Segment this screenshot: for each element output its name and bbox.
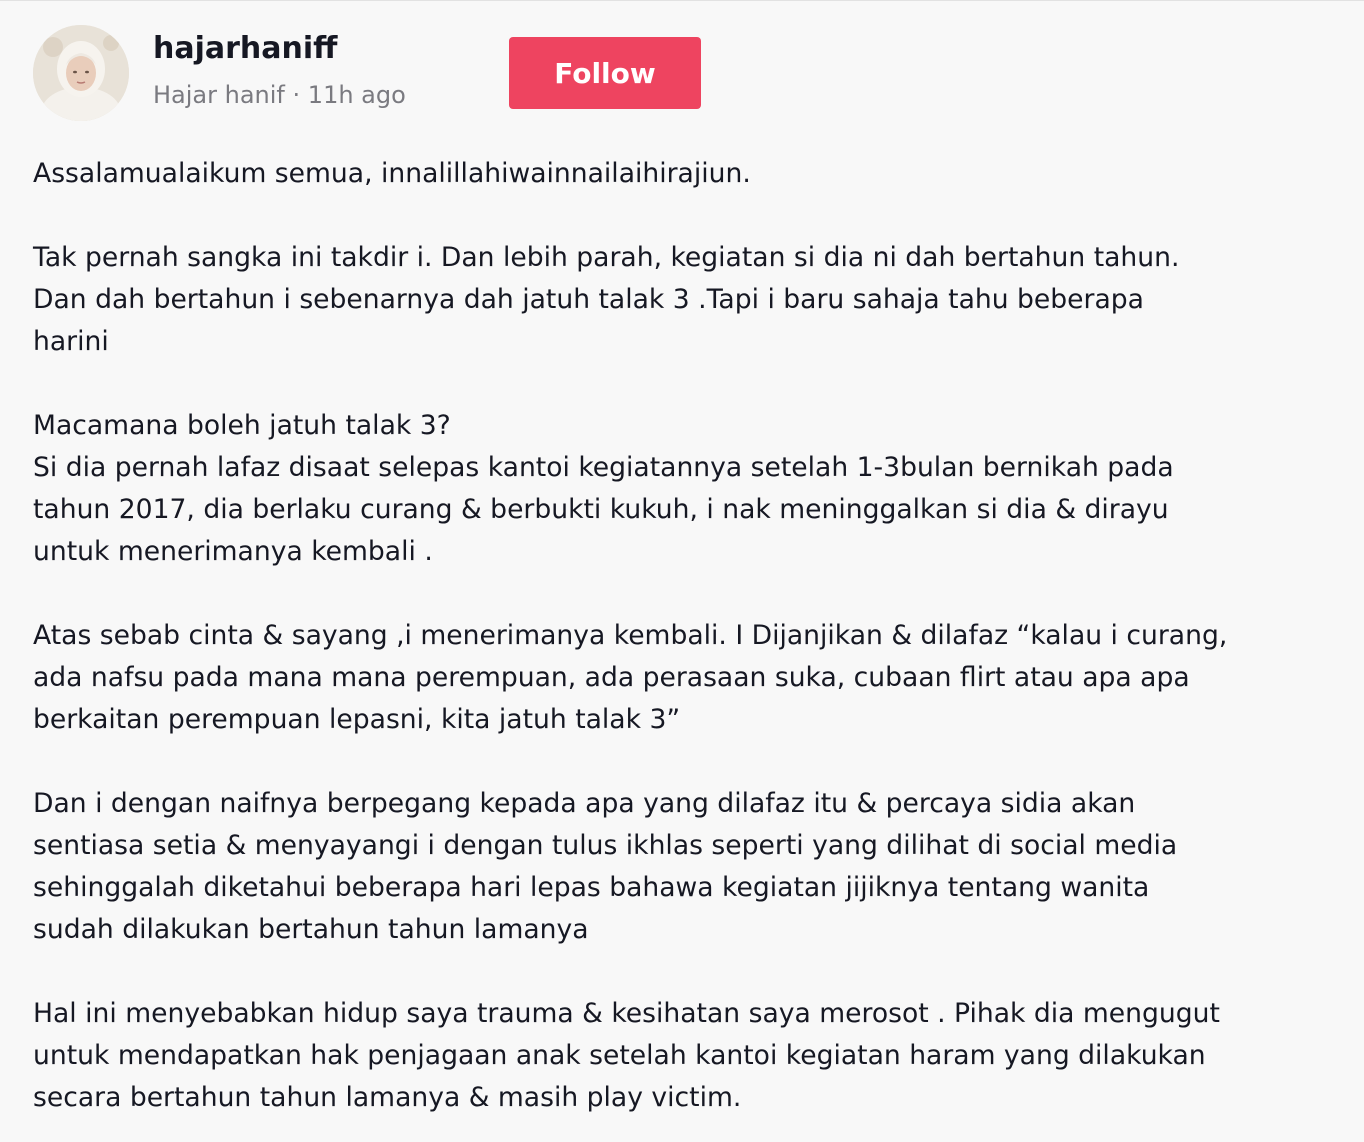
text-line: berkaitan perempuan lepasni, kita jatuh talak 3” — [33, 704, 681, 735]
post-meta — [153, 81, 406, 109]
paragraph — [33, 153, 1343, 195]
text-line: Atas sebab cinta & sayang ,i menerimanya kembali. I Dijanjikan & dilafaz “kalau i curang, — [33, 620, 1228, 651]
text-line: sentiasa setia & menyayangi i dengan tulus ikhlas seperti yang dilihat di social media — [33, 830, 1178, 861]
meta-separator: · — [292, 81, 301, 109]
text-line: tahun 2017, dia berlaku curang & berbukti kukuh, i nak meninggalkan si dia & dirayu — [33, 494, 1169, 525]
post-time: 11h ago — [307, 81, 406, 109]
username[interactable]: hajarhaniff — [153, 31, 338, 66]
text-line: secara bertahun tahun lamanya & masih play victim. — [33, 1082, 742, 1113]
text-line: Tak pernah sangka ini takdir i. Dan lebih parah, kegiatan si dia ni dah bertahun tahun. — [33, 242, 1180, 273]
text-line: Macamana boleh jatuh talak 3? — [33, 410, 451, 441]
text-line: Dan dah bertahun i sebenarnya dah jatuh talak 3 .Tapi i baru sahaja tahu beberapa — [33, 284, 1144, 315]
text-line: untuk mendapatkan hak penjagaan anak setelah kantoi kegiatan haram yang dilakukan — [33, 1040, 1206, 1071]
paragraph — [33, 783, 1343, 951]
post-header — [0, 1, 1364, 141]
paragraph — [33, 405, 1343, 573]
text-line: untuk menerimanya kembali . — [33, 536, 433, 567]
post-body — [33, 153, 1343, 1119]
text-line: sudah dilakukan bertahun tahun lamanya — [33, 914, 589, 945]
follow-button[interactable]: Follow — [509, 37, 701, 109]
display-name: Hajar hanif — [153, 81, 285, 109]
text-line: Dan i dengan naifnya berpegang kepada apa yang dilafaz itu & percaya sidia akan — [33, 788, 1136, 819]
text-line: ada nafsu pada mana mana perempuan, ada perasaan suka, cubaan flirt atau apa apa — [33, 662, 1190, 693]
text-line: Assalamualaikum semua, innalillahiwainnailaihirajiun. — [33, 158, 751, 189]
avatar-image — [33, 25, 129, 121]
text-line: sehinggalah diketahui beberapa hari lepas bahawa kegiatan jijiknya tentang wanita — [33, 872, 1150, 903]
text-line: Hal ini menyebabkan hidup saya trauma & kesihatan saya merosot . Pihak dia mengugut — [33, 998, 1220, 1029]
paragraph — [33, 993, 1343, 1119]
avatar[interactable] — [33, 25, 129, 121]
text-line: Si dia pernah lafaz disaat selepas kantoi kegiatannya setelah 1-3bulan bernikah pada — [33, 452, 1174, 483]
text-line: harini — [33, 326, 109, 357]
paragraph — [33, 615, 1343, 741]
paragraph — [33, 237, 1343, 363]
